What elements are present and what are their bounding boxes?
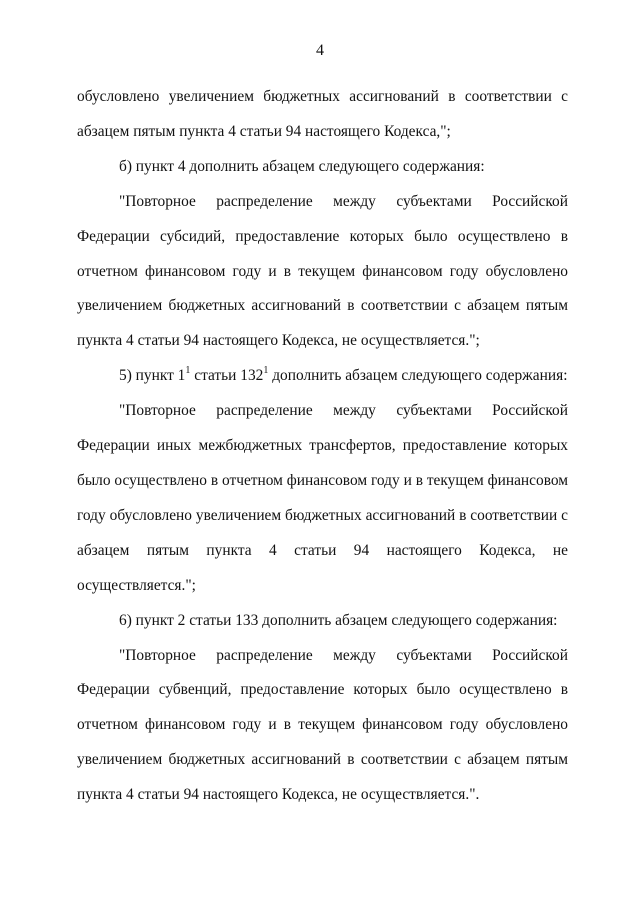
paragraph-item-5: [77, 359, 568, 394]
item-5-middle: статьи 132: [190, 367, 264, 385]
page-number: 4: [316, 42, 324, 59]
paragraph-quote-subsidies: "Повторное распределение между субъектами Российской Федерации субсидий, предоставление которых было осуществлено в отчетном финансовом году и в текущем финансовом году обусловлено увеличением бюджетных ассигнований в соответствии с абзацем пятым пункта 4 статьи 94 настоящего Кодекса, не осуществляется.";: [77, 192, 568, 350]
superscript-1: 1: [185, 365, 191, 377]
paragraph-quote-subventions: "Повторное распределение между субъектами Российской Федерации субвенций, предоставление которых было осуществлено в отчетном финансовом году и в текущем финансовом году обусловлено увеличением бюджетных ассигнований в соответствии с абзацем пятым пункта 4 статьи 94 настоящего Кодекса, не осуществляется.".: [77, 646, 568, 804]
document-body: [77, 80, 568, 813]
paragraph-item-b: б) пункт 4 дополнить абзацем следующего содержания:: [119, 157, 485, 175]
superscript-2: 1: [263, 365, 269, 377]
item-5-prefix: 5) пункт 1: [119, 367, 186, 385]
paragraph-continuation: обусловлено увеличением бюджетных ассигнований в соответствии с абзацем пятым пункта 4 статьи 94 настоящего Кодекса,";: [77, 88, 568, 140]
paragraph-item-6: 6) пункт 2 статьи 133 дополнить абзацем следующего содержания:: [119, 611, 558, 629]
item-5-suffix: дополнить абзацем следующего содержания:: [268, 367, 568, 385]
paragraph-quote-transfers: "Повторное распределение между субъектами Российской Федерации иных межбюджетных трансфертов, предоставление которых было осуществлено в отчетном финансовом году и в текущем финансовом году обусловлено увеличением бюджетных ассигнований в соответствии с абзацем пятым пункта 4 статьи 94 настоящего Кодекса, не осуществляется.";: [77, 402, 568, 594]
